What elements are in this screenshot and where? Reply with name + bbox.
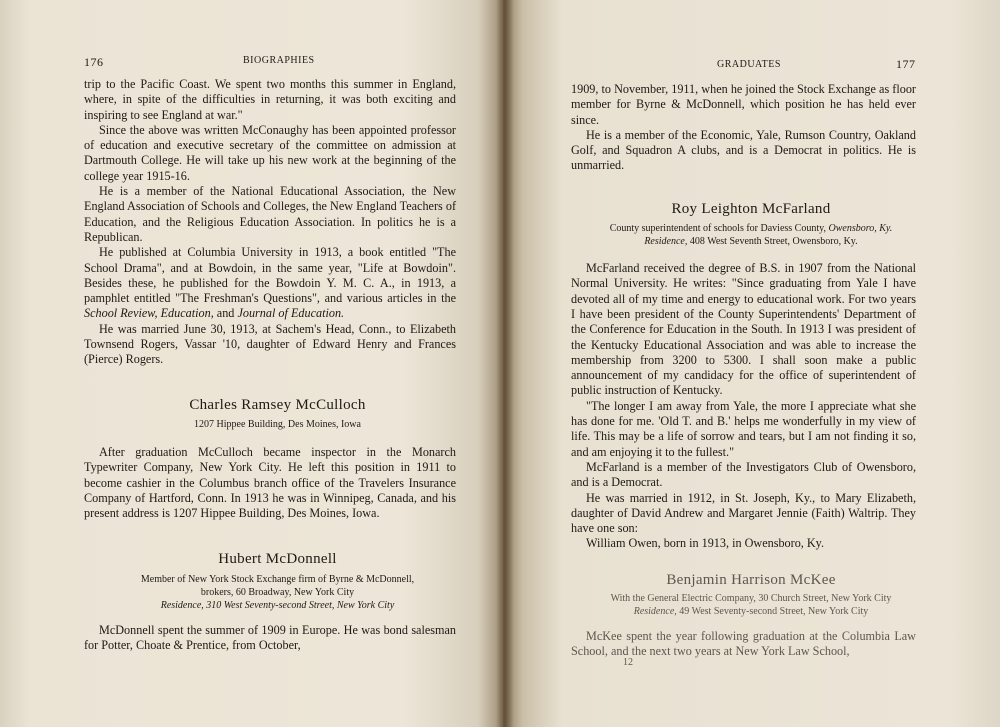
mcdonnell-paragraph-2: 1909, to November, 1911, when he joined the Stock Exchange as floor member for Byrne & McDonnell, which position he has held ever since. xyxy=(571,82,916,127)
mckee-paragraph-1: McKee spent the year following graduation at the Columbia Law School, and the next two years at New York Law School, xyxy=(571,629,916,659)
mckee-residence-label: Residence, xyxy=(633,606,677,618)
left-running-head: BIOGRAPHIES xyxy=(243,55,315,66)
right-page-number: 177 xyxy=(896,57,916,71)
mcfarland-occupation-text: County superintendent of schools for Daviess County, xyxy=(609,223,829,235)
mcculloch-paragraph-1: After graduation McCulloch became inspector in the Monarch Typewriter Company, New York City. He left this position in 1911 to become cashier in the Columbus branch office of the Travelers Insurance Company of Hartford, Conn. In 1913 he was in Winnipeg, Canada, and his present address is 1207 Hippee Building, Des Moines, Iowa. xyxy=(84,444,456,521)
mcfarland-residence-address: 408 West Seventh Street, Owensboro, Ky. xyxy=(687,236,858,248)
mcdonnell-residence-text: Residence, 310 West Seventy-second Street, New York City xyxy=(160,599,395,611)
mcfarland-occupation xyxy=(571,222,916,235)
mcfarland-residence xyxy=(571,235,916,248)
mcculloch-name-heading: Charles Ramsey McCulloch xyxy=(189,396,366,413)
book-gutter xyxy=(496,0,514,727)
mckee-name-heading: Benjamin Harrison McKee xyxy=(666,571,836,588)
mckee-residence-address: 49 West Seventy-second Street, New York City xyxy=(676,606,869,618)
mcfarland-paragraph-5: William Owen, born in 1913, in Owensboro, Ky. xyxy=(586,536,825,551)
mcfarland-name-heading: Roy Leighton McFarland xyxy=(671,200,831,217)
mcfarland-occupation-city: Owensboro, Ky. xyxy=(828,223,893,235)
mckee-occupation: With the General Electric Company, 30 Church Street, New York City xyxy=(610,593,892,605)
mcdonnell-residence xyxy=(84,599,456,612)
mcconaughy-paragraph-4 xyxy=(84,245,456,321)
signature-mark: 12 xyxy=(623,657,633,668)
mcfarland-paragraph-1: McFarland received the degree of B.S. in 1907 from the National Normal University. He writes: "Since graduating from Yale I have devoted all of my time and energy to educational work. For two years I have been president of the County Superintendents' Department of the Conference for Education in the South. In 1913 I was president of the Kentucky Educational Association and was able to increase the membership from 3200 to 5300. I shall soon make a public announcement of my candidacy for the office of superintendent of public instruction of Kentucky. xyxy=(571,261,916,398)
mc-p4-text-a: He published at Columbia University in 1913, a book entitled "The School Drama", and at Bowdoin, in the same year, "Life at Bowdoin". Besides these, he published for the Bowdoin Y. M. C. A., in 1913, a pamphlet entitled "The Freshman's Questions", and various articles in the xyxy=(84,245,456,306)
mc-p4-italic-1: School Review, Education, xyxy=(84,306,214,321)
mcconaughy-paragraph-3: He is a member of the National Educational Association, the New England Association of Schools and Colleges, the New England Teachers of Education, and the Religious Education Association. In politics he is a Republican. xyxy=(84,184,456,244)
mckee-residence xyxy=(571,605,916,618)
right-running-head: GRADUATES xyxy=(717,59,781,70)
mc-p4-text-b: and xyxy=(213,306,238,321)
mcconaughy-paragraph-1: trip to the Pacific Coast. We spent two months this summer in England, where, in spite of the difficulties in returning, it was both exciting and inspiring to see England at war." xyxy=(84,77,456,122)
mcdonnell-occupation-line-1: Member of New York Stock Exchange firm of Byrne & McDonnell, xyxy=(140,573,415,585)
mcfarland-paragraph-3: McFarland is a member of the Investigators Club of Owensboro, and is a Democrat. xyxy=(571,459,916,490)
mc-p4-italic-2: Journal of Education. xyxy=(237,306,345,321)
left-page-number: 176 xyxy=(84,55,104,69)
mcdonnell-paragraph-1: McDonnell spent the summer of 1909 in Europe. He was bond salesman for Potter, Choate & Prentice, from October, xyxy=(84,622,456,653)
right-text-column xyxy=(571,82,916,660)
mcfarland-residence-label: Residence, xyxy=(644,236,688,248)
left-text-column xyxy=(84,77,456,653)
mcconaughy-paragraph-2: Since the above was written McConaughy has been appointed professor of education and executive secretary of the committee on admission at Dartmouth College. He will take up his new work at the beginning of the college year 1915-16. xyxy=(84,122,456,183)
mcculloch-address: 1207 Hippee Building, Des Moines, Iowa xyxy=(194,418,361,430)
mcfarland-paragraph-2: "The longer I am away from Yale, the more I appreciate what she has done for me. 'Old T. and B.' helps me wonderfully in my view of life. This may be a life of sorrow and tears, but I am not finding it so, and am enjoying it to the fullest." xyxy=(571,398,916,459)
mcdonnell-paragraph-3: He is a member of the Economic, Yale, Rumson Country, Oakland Golf, and Squadron A clubs, and is a Democrat in politics. He is unmarried. xyxy=(571,127,916,173)
mcdonnell-name-heading: Hubert McDonnell xyxy=(218,551,337,568)
mcdonnell-occupation-line-2: brokers, 60 Broadway, New York City xyxy=(200,586,355,598)
mcfarland-paragraph-4: He was married in 1912, in St. Joseph, Ky., to Mary Elizabeth, daughter of David Andrew and Margaret Jennie (Faith) Waltrip. They have one son: xyxy=(571,490,916,536)
mcconaughy-paragraph-5: He was married June 30, 1913, at Sachem's Head, Conn., to Elizabeth Townsend Rogers, Vassar '10, daughter of Edward Henry and Frances (Pierce) Rogers. xyxy=(84,321,456,367)
